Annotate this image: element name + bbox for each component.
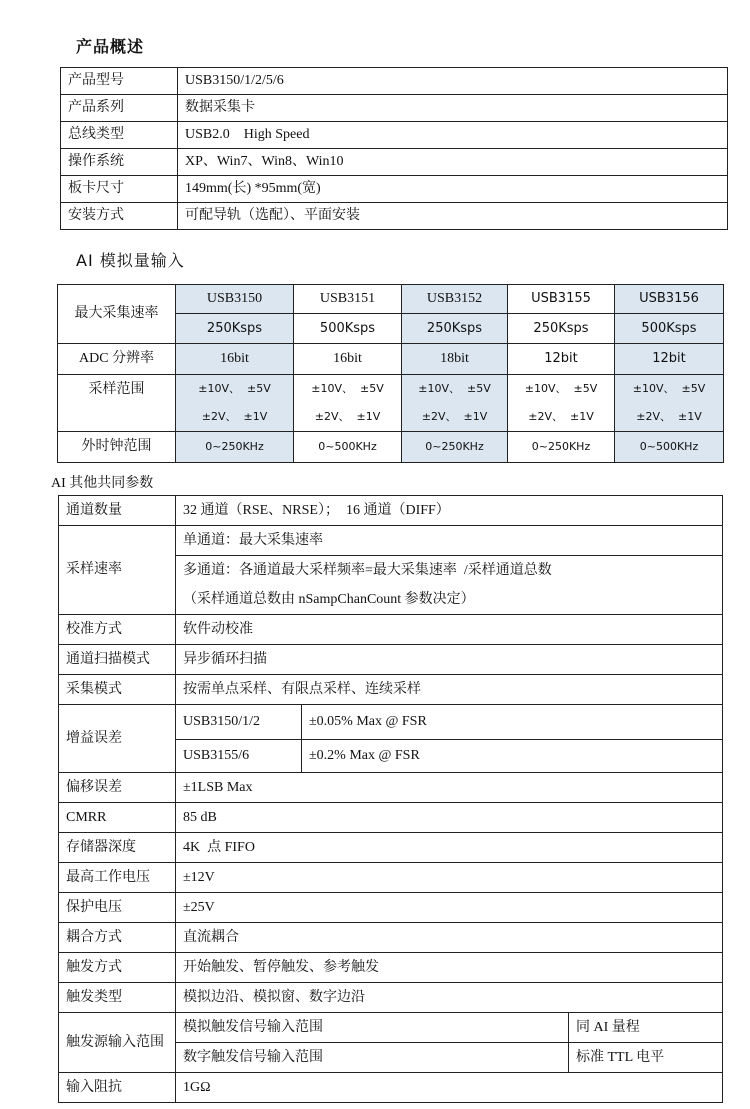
trig-src-value: 标准 TTL 电平 bbox=[569, 1043, 723, 1073]
adc-label: ADC 分辨率 bbox=[58, 344, 176, 375]
row-value: 直流耦合 bbox=[176, 923, 723, 953]
row-label: CMRR bbox=[59, 803, 176, 833]
row-value: 4K 点 FIFO bbox=[176, 833, 723, 863]
table-row bbox=[59, 1013, 723, 1043]
model-rate: 500Ksps bbox=[615, 314, 724, 344]
table-row bbox=[59, 953, 723, 983]
row-label: 通道数量 bbox=[59, 496, 176, 526]
table-row bbox=[59, 526, 723, 556]
table-row bbox=[58, 344, 724, 375]
row-label: 保护电压 bbox=[59, 893, 176, 923]
trig-src-name: 数字触发信号输入范围 bbox=[176, 1043, 569, 1073]
table-row bbox=[59, 645, 723, 675]
model-range-1: ±10V、 ±5V bbox=[294, 375, 402, 404]
row-label: 偏移误差 bbox=[59, 773, 176, 803]
ai-table bbox=[57, 284, 724, 463]
overview-heading: 产品概述 bbox=[76, 37, 145, 56]
overview-table bbox=[60, 67, 728, 230]
row-value: ±25V bbox=[176, 893, 723, 923]
table-row bbox=[59, 705, 723, 740]
gain-model: USB3155/6 bbox=[176, 740, 302, 773]
table-row bbox=[59, 675, 723, 705]
row-label: 最高工作电压 bbox=[59, 863, 176, 893]
gain-value: ±0.2% Max @ FSR bbox=[302, 740, 723, 773]
trig-src-name: 模拟触发信号输入范围 bbox=[176, 1013, 569, 1043]
table-row bbox=[59, 496, 723, 526]
row-value: （采样通道总数由 nSampChanCount 参数决定） bbox=[176, 585, 723, 615]
table-row bbox=[59, 615, 723, 645]
row-value: 32 通道（RSE、NRSE）； 16 通道（DIFF） bbox=[176, 496, 723, 526]
ext-clock-label: 外时钟范围 bbox=[58, 432, 176, 463]
gain-value: ±0.05% Max @ FSR bbox=[302, 705, 723, 740]
model-name: USB3155 bbox=[508, 285, 615, 314]
model-range-1: ±10V、 ±5V bbox=[176, 375, 294, 404]
model-ext-clock: 0~250KHz bbox=[402, 432, 508, 463]
range-label: 采样范围 bbox=[58, 375, 176, 432]
row-label bbox=[59, 1013, 176, 1073]
model-adc: 16bit bbox=[176, 344, 294, 375]
table-row bbox=[59, 773, 723, 803]
row-value: XP、Win7、Win8、Win10 bbox=[178, 149, 728, 176]
model-range-2: ±2V、 ±1V bbox=[402, 404, 508, 432]
table-row bbox=[59, 893, 723, 923]
model-range-1: ±10V、 ±5V bbox=[615, 375, 724, 404]
row-value: 多通道：各通道最大采样频率=最大采集速率 /采样通道总数 bbox=[176, 556, 723, 586]
row-value: ±12V bbox=[176, 863, 723, 893]
row-label: 产品系列 bbox=[61, 95, 178, 122]
table-row bbox=[59, 833, 723, 863]
table-row bbox=[58, 432, 724, 463]
model-rate: 250Ksps bbox=[176, 314, 294, 344]
row-value: 149mm(长) *95mm(宽) bbox=[178, 176, 728, 203]
model-adc: 18bit bbox=[402, 344, 508, 375]
table-row bbox=[61, 68, 728, 95]
model-range-2: ±2V、 ±1V bbox=[508, 404, 615, 432]
row-label: 采集模式 bbox=[59, 675, 176, 705]
row-label: 触发方式 bbox=[59, 953, 176, 983]
row-value: 模拟边沿、模拟窗、数字边沿 bbox=[176, 983, 723, 1013]
model-ext-clock: 0~250KHz bbox=[508, 432, 615, 463]
ai-heading: AI 模拟量输入 bbox=[76, 251, 185, 270]
trig-src-label: 触发源输入范围 bbox=[66, 1034, 164, 1050]
table-row bbox=[59, 923, 723, 953]
row-value: 异步循环扫描 bbox=[176, 645, 723, 675]
table-row bbox=[61, 176, 728, 203]
model-name: USB3156 bbox=[615, 285, 724, 314]
trig-src-value: 同 AI 量程 bbox=[569, 1013, 723, 1043]
row-value: 数据采集卡 bbox=[178, 95, 728, 122]
row-value: 开始触发、暂停触发、参考触发 bbox=[176, 953, 723, 983]
row-value: USB2.0 High Speed bbox=[178, 122, 728, 149]
row-label: 产品型号 bbox=[61, 68, 178, 95]
row-label: 采样速率 bbox=[59, 526, 176, 615]
model-rate: 250Ksps bbox=[508, 314, 615, 344]
row-label: 板卡尺寸 bbox=[61, 176, 178, 203]
model-rate: 500Ksps bbox=[294, 314, 402, 344]
model-range-1: ±10V、 ±5V bbox=[402, 375, 508, 404]
model-adc: 16bit bbox=[294, 344, 402, 375]
model-range-2: ±2V、 ±1V bbox=[294, 404, 402, 432]
row-label: 触发类型 bbox=[59, 983, 176, 1013]
row-value: 软件动校准 bbox=[176, 615, 723, 645]
gain-model: USB3150/1/2 bbox=[176, 705, 302, 740]
table-row bbox=[59, 1073, 723, 1103]
model-name: USB3151 bbox=[294, 285, 402, 314]
table-row bbox=[61, 203, 728, 230]
table-row bbox=[61, 122, 728, 149]
row-label: 校准方式 bbox=[59, 615, 176, 645]
model-name: USB3152 bbox=[402, 285, 508, 314]
table-row bbox=[61, 149, 728, 176]
table-row bbox=[59, 863, 723, 893]
table-row bbox=[61, 95, 728, 122]
model-ext-clock: 0~500KHz bbox=[615, 432, 724, 463]
row-label: 总线类型 bbox=[61, 122, 178, 149]
model-range-2: ±2V、 ±1V bbox=[176, 404, 294, 432]
row-label: 输入阻抗 bbox=[59, 1073, 176, 1103]
table-row bbox=[58, 285, 724, 314]
row-label: 通道扫描模式 bbox=[59, 645, 176, 675]
row-value: ±1LSB Max bbox=[176, 773, 723, 803]
row-value: 可配导轨（选配）、平面安装 bbox=[178, 203, 728, 230]
model-rate: 250Ksps bbox=[402, 314, 508, 344]
common-table bbox=[58, 495, 723, 1103]
row-value: 按需单点采样、有限点采样、连续采样 bbox=[176, 675, 723, 705]
row-label: 增益误差 bbox=[59, 705, 176, 773]
model-range-2: ±2V、 ±1V bbox=[615, 404, 724, 432]
row-value: USB3150/1/2/5/6 bbox=[178, 68, 728, 95]
row-value: 单通道：最大采集速率 bbox=[176, 526, 723, 556]
model-ext-clock: 0~250KHz bbox=[176, 432, 294, 463]
table-row bbox=[59, 803, 723, 833]
row-label: 耦合方式 bbox=[59, 923, 176, 953]
row-value: 85 dB bbox=[176, 803, 723, 833]
row-label: 安装方式 bbox=[61, 203, 178, 230]
table-row bbox=[58, 375, 724, 404]
row-value: 1GΩ bbox=[176, 1073, 723, 1103]
model-range-1: ±10V、 ±5V bbox=[508, 375, 615, 404]
row-label: 操作系统 bbox=[61, 149, 178, 176]
row-label: 存储器深度 bbox=[59, 833, 176, 863]
model-adc: 12bit bbox=[508, 344, 615, 375]
model-ext-clock: 0~500KHz bbox=[294, 432, 402, 463]
table-row bbox=[59, 983, 723, 1013]
model-adc: 12bit bbox=[615, 344, 724, 375]
common-heading: AI 其他共同参数 bbox=[51, 476, 154, 491]
model-name: USB3150 bbox=[176, 285, 294, 314]
max-rate-label: 最大采集速率 bbox=[58, 285, 176, 344]
